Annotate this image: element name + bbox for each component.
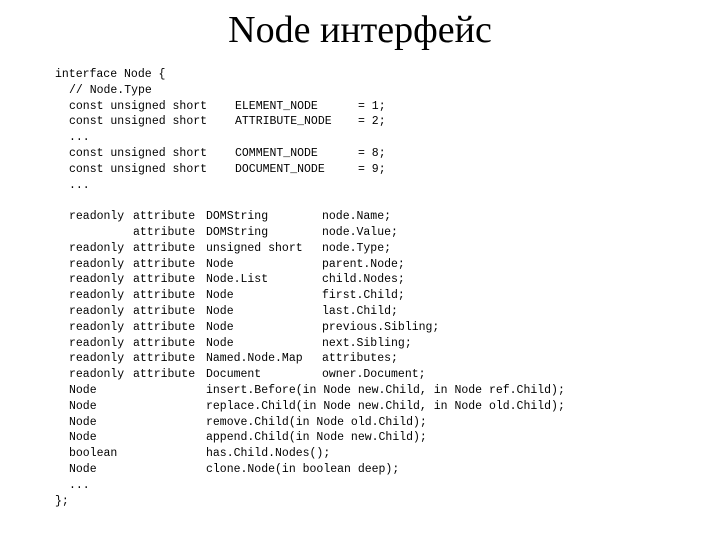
- attribute-keyword: attribute: [133, 273, 196, 287]
- constant-value: = 1;: [358, 99, 386, 113]
- attribute-name: owner.Document;: [322, 368, 426, 382]
- constant-line: [0, 115, 720, 131]
- method-line: [0, 416, 720, 432]
- method-signature: append.Child(in Node new.Child);: [206, 431, 427, 445]
- attribute-name: child.Nodes;: [322, 273, 405, 287]
- attribute-modifier: readonly: [69, 336, 125, 350]
- attribute-name: parent.Node;: [322, 257, 405, 271]
- attribute-keyword: attribute: [133, 289, 196, 303]
- code-line: [0, 68, 720, 84]
- code-line: [0, 84, 720, 100]
- method-return-type: Node: [69, 462, 97, 476]
- attribute-keyword: attribute: [133, 241, 196, 255]
- constant-name: ELEMENT_NODE: [235, 99, 318, 113]
- attribute-type: Node: [206, 336, 234, 350]
- attribute-name: last.Child;: [322, 304, 398, 318]
- attribute-line: [0, 352, 720, 368]
- slide-title: Node интерфейс: [228, 9, 492, 51]
- attribute-line: [0, 258, 720, 274]
- attribute-name: first.Child;: [322, 289, 405, 303]
- method-return-type: Node: [69, 431, 97, 445]
- constant-decl: const unsigned short: [69, 99, 208, 113]
- method-return-type: Node: [69, 383, 97, 397]
- attribute-name: node.Value;: [322, 225, 398, 239]
- constant-line: [0, 147, 720, 163]
- method-signature: remove.Child(in Node old.Child);: [206, 415, 427, 429]
- attribute-keyword: attribute: [133, 352, 196, 366]
- code-line: [0, 479, 720, 495]
- attribute-modifier: readonly: [69, 320, 125, 334]
- method-line: [0, 400, 720, 416]
- interface-declaration: interface Node {: [55, 68, 166, 81]
- attribute-type: Node: [206, 320, 234, 334]
- attribute-modifier: readonly: [69, 289, 125, 303]
- constant-value: = 9;: [358, 162, 386, 176]
- interface-close: };: [55, 494, 69, 508]
- attribute-modifier: readonly: [69, 273, 125, 287]
- constant-name: COMMENT_NODE: [235, 146, 318, 160]
- attribute-name: previous.Sibling;: [322, 320, 440, 334]
- attribute-type: DOMString: [206, 225, 269, 239]
- constant-value: = 2;: [358, 115, 386, 129]
- method-line: [0, 384, 720, 400]
- constant-line: [0, 179, 720, 195]
- attribute-name: node.Name;: [322, 210, 392, 224]
- attribute-name: node.Type;: [322, 241, 392, 255]
- constant-name: DOCUMENT_NODE: [235, 162, 325, 176]
- constant-line: [0, 131, 720, 147]
- attribute-name: next.Sibling;: [322, 336, 412, 350]
- attribute-line: [0, 226, 720, 242]
- method-signature: clone.Node(in boolean deep);: [206, 462, 400, 476]
- attribute-type: Named.Node.Map: [206, 352, 303, 366]
- method-signature: has.Child.Nodes();: [206, 447, 331, 461]
- attribute-modifier: readonly: [69, 368, 125, 382]
- method-signature: replace.Child(in Node new.Child, in Node old.Child);: [206, 399, 565, 413]
- attribute-type: Document: [206, 368, 262, 382]
- attribute-type: unsigned short: [206, 241, 303, 255]
- method-return-type: Node: [69, 399, 97, 413]
- attribute-line: [0, 337, 720, 353]
- attribute-type: Node.List: [206, 273, 269, 287]
- constant-decl: const unsigned short: [69, 162, 208, 176]
- attribute-line: [0, 289, 720, 305]
- attribute-line: [0, 321, 720, 337]
- method-line: [0, 447, 720, 463]
- attribute-keyword: attribute: [133, 320, 196, 334]
- attribute-keyword: attribute: [133, 368, 196, 382]
- constant-decl: const unsigned short: [69, 146, 208, 160]
- ellipsis: ...: [69, 478, 90, 492]
- constant-value: = 8;: [358, 146, 386, 160]
- attribute-line: [0, 305, 720, 321]
- constant-decl: ...: [69, 178, 90, 192]
- code-listing: [0, 68, 720, 510]
- attribute-modifier: readonly: [69, 210, 125, 224]
- attribute-modifier: readonly: [69, 257, 125, 271]
- code-comment: // Node.Type: [69, 83, 152, 97]
- attribute-line: [0, 210, 720, 226]
- constant-name: ATTRIBUTE_NODE: [235, 115, 332, 129]
- constant-decl: const unsigned short: [69, 115, 208, 129]
- method-line: [0, 431, 720, 447]
- attribute-modifier: readonly: [69, 352, 125, 366]
- attribute-keyword: attribute: [133, 257, 196, 271]
- method-line: [0, 463, 720, 479]
- attribute-name: attributes;: [322, 352, 398, 366]
- attribute-type: Node: [206, 257, 234, 271]
- blank-line: [0, 194, 720, 210]
- method-return-type: Node: [69, 415, 97, 429]
- attribute-keyword: attribute: [133, 225, 196, 239]
- method-return-type: boolean: [69, 447, 118, 461]
- attribute-modifier: readonly: [69, 304, 125, 318]
- attribute-line: [0, 273, 720, 289]
- attribute-type: DOMString: [206, 210, 269, 224]
- constant-line: [0, 163, 720, 179]
- attribute-line: [0, 368, 720, 384]
- attribute-keyword: attribute: [133, 210, 196, 224]
- attribute-type: Node: [206, 289, 234, 303]
- attribute-keyword: attribute: [133, 336, 196, 350]
- method-signature: insert.Before(in Node new.Child, in Node ref.Child);: [206, 383, 565, 397]
- constant-line: [0, 100, 720, 116]
- attribute-type: Node: [206, 304, 234, 318]
- code-line: [0, 495, 720, 511]
- attribute-modifier: readonly: [69, 241, 125, 255]
- attribute-keyword: attribute: [133, 304, 196, 318]
- attribute-line: [0, 242, 720, 258]
- constant-decl: ...: [69, 131, 90, 145]
